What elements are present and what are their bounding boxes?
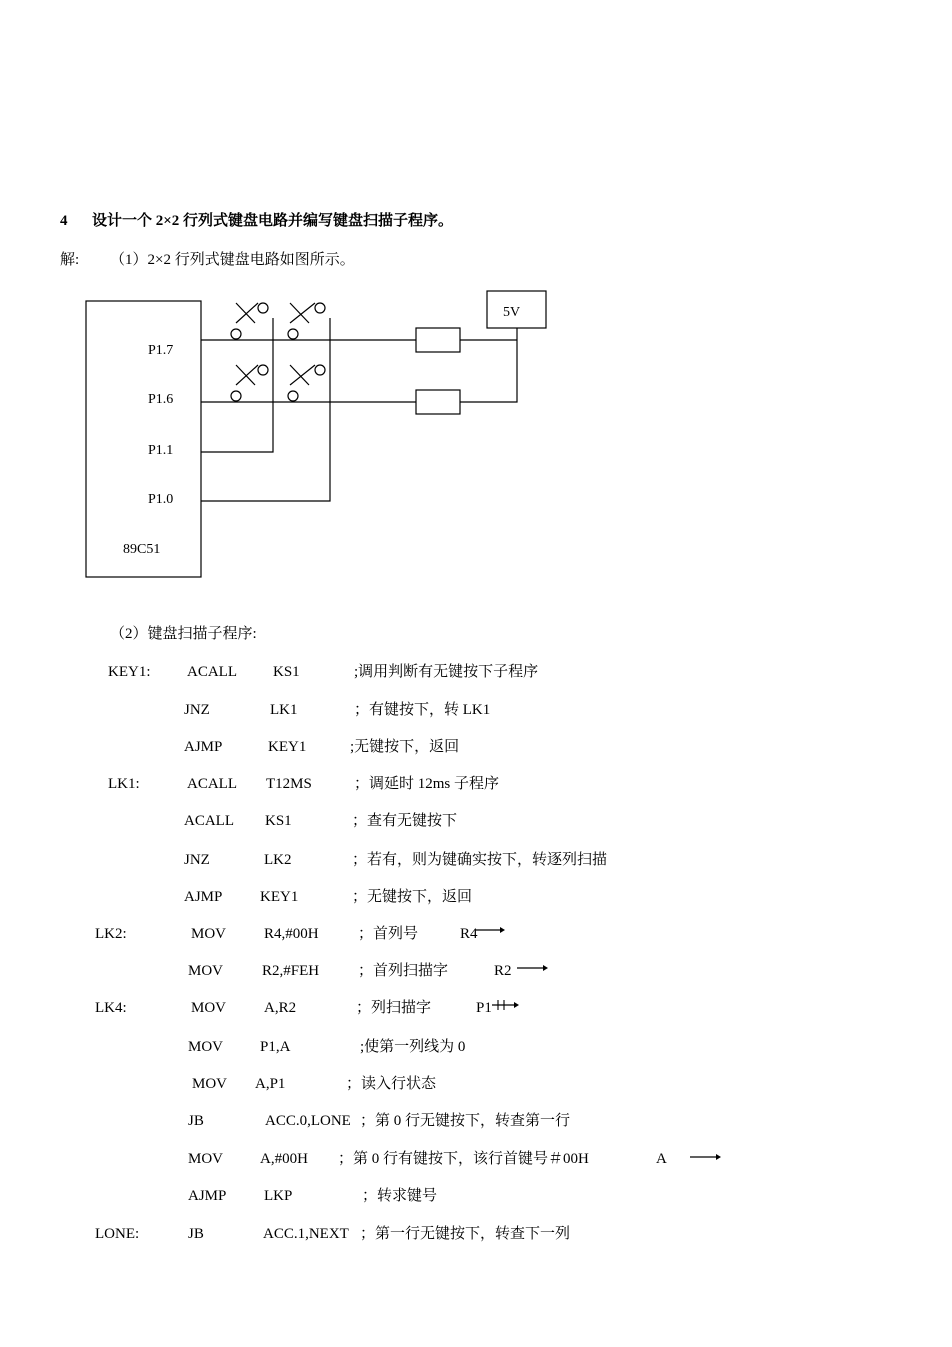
code-op: JB <box>188 1226 204 1242</box>
code-arg: ACC.0,LONE <box>265 1113 351 1129</box>
code-op: AJMP <box>184 739 223 755</box>
code-comment: ；调延时 12ms 子程序 <box>354 776 500 792</box>
code-op: JB <box>188 1113 204 1129</box>
resistor-row1 <box>416 390 460 414</box>
pin-label-p11: P1.1 <box>148 443 174 458</box>
resistor-row0 <box>416 328 460 352</box>
code-arg: KEY1 <box>260 889 299 905</box>
code-op: MOV <box>188 963 224 979</box>
part2-caption: （2）键盘扫描子程序: <box>110 626 257 642</box>
code-arg: KS1 <box>273 664 300 680</box>
arrow-icon <box>490 998 520 1012</box>
code-dest: P1 <box>476 1000 492 1016</box>
code-comment: ；第 0 行无键按下，转查第一行 <box>360 1113 571 1129</box>
code-comment: ;调用判断有无键按下子程序 <box>354 664 539 680</box>
code-comment: ；查有无键按下 <box>352 813 458 829</box>
code-arg: KEY1 <box>268 739 307 755</box>
pin-label-p16: P1.6 <box>148 392 174 407</box>
code-op: AJMP <box>184 889 223 905</box>
question-title: 设计一个 2×2 行列式键盘电路并编写键盘扫描子程序。 <box>92 213 454 229</box>
code-comment: ;使第一列线为 0 <box>360 1039 466 1055</box>
code-arg: A,#00H <box>260 1151 308 1167</box>
code-op: MOV <box>188 1039 224 1055</box>
code-comment: ；首列扫描字 <box>358 963 449 979</box>
arrow-icon <box>474 924 506 936</box>
code-op: MOV <box>191 926 227 942</box>
code-op: MOV <box>192 1076 228 1092</box>
code-op: JNZ <box>184 852 210 868</box>
column-line-p11 <box>201 318 273 452</box>
code-arg: KS1 <box>265 813 292 829</box>
code-label: KEY1: <box>108 664 151 680</box>
code-arg: LKP <box>264 1188 293 1204</box>
pin-label-p10: P1.0 <box>148 492 174 507</box>
code-op: JNZ <box>184 702 210 718</box>
supply-wire-row1 <box>460 328 517 402</box>
chip-label: 89C51 <box>123 542 161 557</box>
code-comment: ；无键按下，返回 <box>352 889 473 905</box>
code-comment: ；列扫描字 <box>356 1000 432 1016</box>
code-arg: R2,#FEH <box>262 963 320 979</box>
code-comment: ；转求键号 <box>362 1188 438 1204</box>
code-op: ACALL <box>184 813 234 829</box>
code-comment: ；有键按下，转 LK1 <box>354 702 491 718</box>
code-label: LK2: <box>95 926 127 942</box>
code-comment: ；首列号 <box>358 926 419 942</box>
code-comment: ；第 0 行有键按下，该行首键号＃00H <box>338 1151 589 1167</box>
code-op: MOV <box>188 1151 224 1167</box>
question-number: 4 <box>60 213 68 229</box>
code-dest: R2 <box>494 963 512 979</box>
key-switch-r1c1 <box>288 365 325 401</box>
code-dest: A <box>656 1151 667 1167</box>
code-arg: A,P1 <box>255 1076 286 1092</box>
arrow-icon <box>688 1151 722 1163</box>
code-comment: ；若有，则为键确实按下，转逐列扫描 <box>352 852 608 868</box>
key-switch-r0c0 <box>231 303 268 339</box>
code-arg: T12MS <box>266 776 312 792</box>
code-comment: ；第一行无键按下，转查下一列 <box>360 1226 571 1242</box>
code-label: LONE: <box>95 1226 140 1242</box>
code-arg: R4,#00H <box>264 926 319 942</box>
key-switch-r1c0 <box>231 365 268 401</box>
code-dest: R4 <box>460 926 478 942</box>
code-op: MOV <box>191 1000 227 1016</box>
code-op: ACALL <box>187 664 237 680</box>
key-switch-r0c1 <box>288 303 325 339</box>
answer-label: 解: <box>60 252 80 268</box>
code-label: LK4: <box>95 1000 127 1016</box>
keyboard-circuit-diagram <box>0 0 952 600</box>
part1-caption: （1）2×2 行列式键盘电路如图所示。 <box>110 252 355 268</box>
code-arg: LK2 <box>264 852 292 868</box>
code-arg: A,R2 <box>264 1000 297 1016</box>
code-comment: ;无键按下，返回 <box>350 739 460 755</box>
arrow-icon <box>515 962 549 974</box>
chip-89c51-box <box>86 301 201 577</box>
pin-label-p17: P1.7 <box>148 343 174 358</box>
code-op: AJMP <box>188 1188 227 1204</box>
code-arg: P1,A <box>260 1039 291 1055</box>
column-line-p10 <box>201 318 330 501</box>
code-comment: ；读入行状态 <box>346 1076 437 1092</box>
code-arg: ACC.1,NEXT <box>263 1226 349 1242</box>
code-op: ACALL <box>187 776 237 792</box>
supply-label: 5V <box>503 305 521 320</box>
code-label: LK1: <box>108 776 140 792</box>
code-arg: LK1 <box>270 702 298 718</box>
